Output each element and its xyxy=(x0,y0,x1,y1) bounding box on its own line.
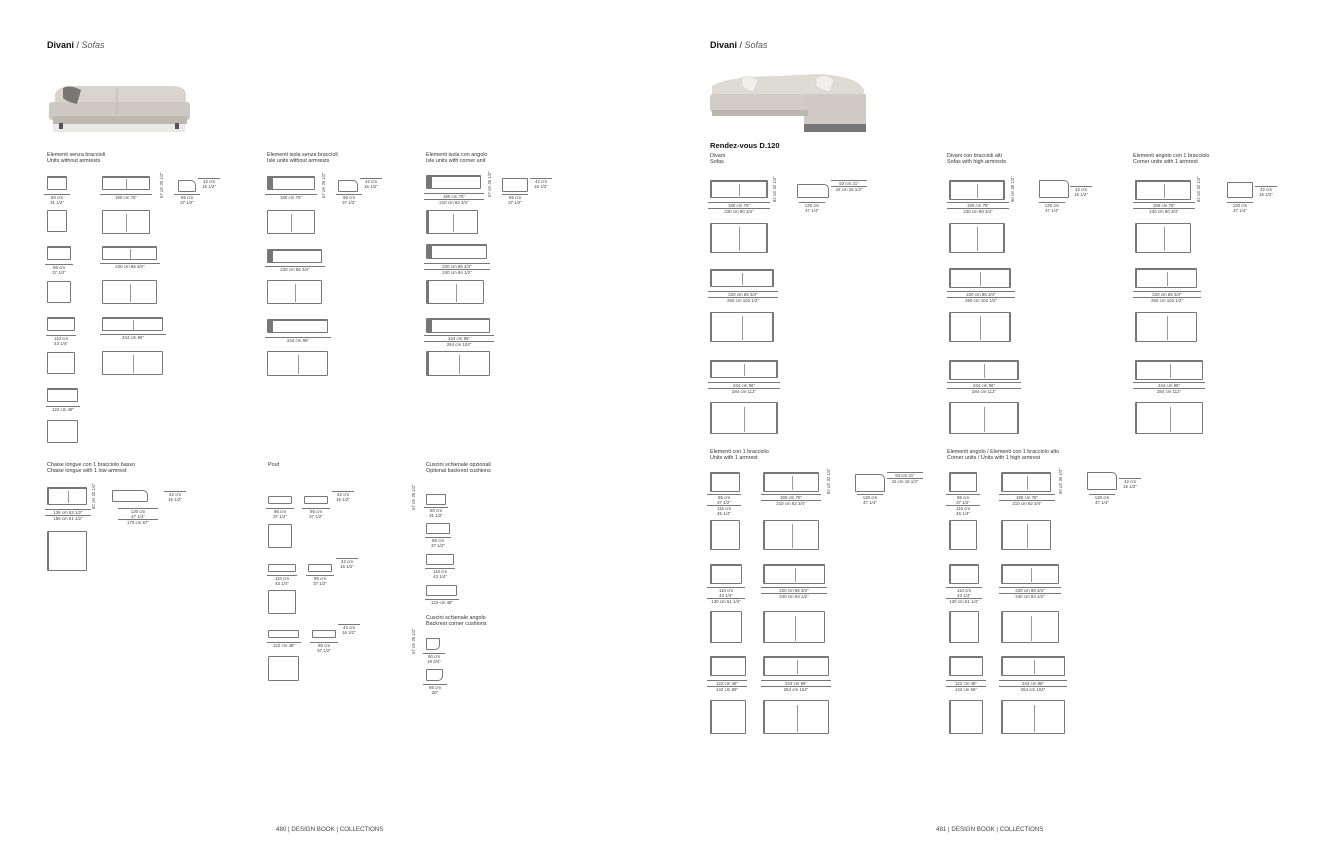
pouf-95-front xyxy=(268,496,292,504)
header-sub: Sofas xyxy=(81,40,105,50)
corner-190-plan xyxy=(426,210,478,234)
onearm-95-front xyxy=(710,472,740,492)
dim-isle-220: 220 cm 86 3/4" xyxy=(265,266,325,272)
dim-height-corner1: 82 cm 32 1/4" xyxy=(1196,176,1201,202)
dim-42: 42 cm 16 1/2" xyxy=(198,178,220,189)
dim-high-190: 190 cm 75" 230 cm 90 3/4" xyxy=(947,202,1009,214)
dim-corner-95: 95 cm 37 1/2" xyxy=(502,194,528,205)
corner1-220-plan xyxy=(1135,312,1197,342)
corner1-244-plan xyxy=(1135,402,1203,434)
corner1-220-front xyxy=(1135,268,1197,288)
chaise-front xyxy=(47,487,87,505)
cornerhigh-220-front xyxy=(1001,564,1059,584)
dim-height-sofa: 82 cm 32 1/4" xyxy=(772,176,777,202)
pouf-122-front xyxy=(268,630,299,638)
dim-isle-95: 95 cm 37 1/2" xyxy=(336,194,362,205)
dim-onearm-120: 120 cm 47 1/4" xyxy=(857,494,883,505)
cornerhigh-110-plan xyxy=(949,611,979,643)
unit-244-plan xyxy=(102,351,163,375)
dim-cushion-80: 80 cm 31 1/2" xyxy=(424,507,448,518)
dim-onearm-95: 95 cm 37 1/2" 115 cm 45 1/4" xyxy=(707,494,741,516)
pouf-122-plan xyxy=(268,656,299,681)
high-220-front xyxy=(949,268,1011,288)
dim-onearm-190: 190 cm 75" 210 cm 82 3/4" xyxy=(761,494,821,506)
onearm-122-plan xyxy=(710,700,746,734)
dim-corner-244: 244 cm 96" 264 cm 104" xyxy=(424,335,494,347)
unit-110-plan xyxy=(47,352,75,374)
cornerhigh-122-plan xyxy=(949,700,983,734)
dim-height-67: 67 cm 26 1/2" xyxy=(159,172,164,198)
dim-high-120: 120 cm 47 1/4" xyxy=(1039,202,1065,213)
sofa-220-front xyxy=(710,269,774,287)
dim-pouf-95b: 95 cm 37 1/2" xyxy=(306,575,334,586)
dim-height-cornerhigh: 90 cm 35 1/2" xyxy=(1058,468,1063,494)
model-name: Rendez-vous D.120 xyxy=(710,141,780,150)
dim-high-244: 244 cm 96" 284 cm 112" xyxy=(947,382,1021,394)
unit-122-plan xyxy=(47,420,78,443)
sofa-190-front xyxy=(710,180,768,198)
left-page xyxy=(0,0,661,865)
dim-pouf-122: 122 cm 48" xyxy=(267,642,301,648)
section-title-isle: Elementi isola senza braccioli Isle units without armrests xyxy=(267,152,338,165)
dim-cornerhigh-220: 220 cm 86 3/4" 240 cm 94 1/2" xyxy=(999,587,1061,599)
sofa-190-plan xyxy=(710,223,768,253)
dim-cushion-110: 110 cm 43 1/4" xyxy=(425,568,455,579)
dim-chaise-width: 136 cm 53 1/2" 156 cm 61 1/2" xyxy=(45,509,91,521)
dim-corner1-120: 120 cm 47 1/4" xyxy=(1227,202,1253,213)
corner-190-front xyxy=(426,175,481,189)
dim-pouf-42: 42 cm 16 1/2" xyxy=(332,491,354,502)
dim-corner-cushion-66: 66 cm 26" xyxy=(423,684,447,695)
dim-corner1-190: 190 cm 75" 230 cm 90 3/4" xyxy=(1133,202,1195,214)
dim-sofa-120: 120 cm 47 1/4" xyxy=(799,202,825,213)
page-header: Divani / Sofas xyxy=(47,40,105,50)
corner1-190-plan xyxy=(1135,223,1191,253)
isle-220-front xyxy=(267,249,322,263)
dim-corner-42: 42 cm 16 1/2" xyxy=(530,178,552,189)
unit-190-plan xyxy=(102,210,150,234)
isle-side-view xyxy=(338,180,358,192)
dim-high-42: 42 cm 16 1/2" xyxy=(1070,186,1092,197)
dim-80: 80 cm 31 1/2" xyxy=(44,194,70,205)
cornerhigh-side-view xyxy=(1087,472,1117,490)
dim-height-67-isle: 67 cm 26 1/2" xyxy=(321,172,326,198)
section-title-corner-cushions: Cuscini schienale angolo Backrest corner cushions xyxy=(426,615,487,628)
onearm-220-front xyxy=(763,564,825,584)
dim-cornerhigh-244: 244 cm 96" 264 cm 104" xyxy=(999,680,1067,692)
pouf-95-side xyxy=(304,496,328,504)
onearm-110-plan xyxy=(710,611,742,643)
section-title-high-arms: Divani con braccioli alti Sofas with high armrests xyxy=(947,153,1007,166)
dim-95: 95 cm 37 1/2" xyxy=(45,264,73,275)
dim-height-onearm: 82 cm 32 1/4" xyxy=(826,468,831,494)
chaise-side-view xyxy=(112,490,148,502)
high-244-plan xyxy=(949,402,1019,434)
unit-110-front xyxy=(47,317,75,331)
high-190-front xyxy=(949,180,1005,200)
dim-chaise-42: 42 cm 16 1/2" xyxy=(164,491,186,502)
cornerhigh-190-front xyxy=(1001,472,1051,492)
isle-220-plan xyxy=(267,280,322,304)
section-title-isle-corner: Elementi isola con angolo Isle units with corner unit xyxy=(426,152,488,165)
dim-cushion-height: 67 cm 26 1/2" xyxy=(411,484,416,510)
section-title-corner-high: Elementi angolo / Elementi con 1 bracciolo alto Corner units / Units with 1 high armrest xyxy=(947,449,1060,462)
corner1-244-front xyxy=(1135,360,1203,380)
page-footer: 481 | DESIGN BOOK | COLLECTIONS xyxy=(936,826,1044,833)
dim-pouf-95c: 95 cm 37 1/2" xyxy=(310,642,338,653)
corner1-190-front xyxy=(1135,180,1191,200)
dim-corner-220: 220 cm 86 3/4" 240 cm 94 1/2" xyxy=(424,263,490,275)
dim-corner1-220: 220 cm 86 3/4" 260 cm 102 1/2" xyxy=(1133,291,1201,303)
dim-onearm-110: 110 cm 43 1/4" 130 cm 51 1/4" xyxy=(707,587,745,604)
cushion-80 xyxy=(426,494,446,505)
dim-pouf-95: 95 cm 37 1/2" xyxy=(266,508,294,519)
pouf-110-front xyxy=(268,564,296,572)
right-page xyxy=(661,0,1323,865)
sofa-220-plan xyxy=(710,312,774,342)
page-header: Divani / Sofas xyxy=(710,40,768,50)
high-220-plan xyxy=(949,312,1011,342)
corner1-side-view xyxy=(1227,182,1253,198)
onearm-244-front xyxy=(763,656,829,676)
dim-onearm-53: 53 cm 21" 42 cm 16 1/2" xyxy=(887,472,923,484)
onearm-244-plan xyxy=(763,700,829,734)
section-title-one-arm: Elementi con 1 bracciolo Units with 1 armrest xyxy=(710,449,769,462)
dim-cornerhigh-42: 42 cm 16 1/2" xyxy=(1119,478,1141,489)
unit-80-front xyxy=(47,176,67,190)
chaise-plan xyxy=(47,531,87,571)
unit-122-front xyxy=(47,388,78,402)
isle-244-front xyxy=(267,319,328,333)
onearm-190-front xyxy=(763,472,819,492)
section-title-no-arms: Elementi senza braccioli Units without armrests xyxy=(47,152,106,165)
dim-190: 190 cm 75" xyxy=(100,194,152,200)
unit-220-front xyxy=(102,246,157,260)
section-title-cushions: Cuscini schienale opzionali Optional backrest cushions xyxy=(426,462,491,475)
corner-220-plan xyxy=(426,280,484,304)
dim-sofa-244: 244 cm 96" 284 cm 112" xyxy=(708,382,780,394)
dim-244: 244 cm 96" xyxy=(100,334,166,340)
unit-side-view xyxy=(178,180,196,192)
onearm-190-plan xyxy=(763,520,819,550)
dim-corner-cushion-height: 67 cm 26 1/2" xyxy=(411,628,416,654)
high-190-plan xyxy=(949,223,1005,253)
dim-isle-190: 190 cm 75" xyxy=(265,194,317,200)
cornerhigh-110-front xyxy=(949,564,979,584)
dim-onearm-122: 122 cm 48" 142 cm 56" xyxy=(707,680,747,692)
pouf-110-side xyxy=(308,564,332,572)
dim-cornerhigh-95: 95 cm 37 1/2" 115 cm 45 1/4" xyxy=(946,494,980,516)
cushion-122 xyxy=(426,585,457,596)
dim-95-depth: 95 cm 37 1/2" xyxy=(174,194,200,205)
onearm-110-front xyxy=(710,564,742,584)
unit-190-front xyxy=(102,176,150,190)
cornerhigh-122-front xyxy=(949,656,983,676)
sofa-244-front xyxy=(710,360,778,378)
isle-190-plan xyxy=(267,210,315,234)
cornerhigh-95-plan xyxy=(949,520,977,550)
pouf-95-plan xyxy=(268,524,292,548)
cornerhigh-244-plan xyxy=(1001,700,1065,734)
pouf-110-plan xyxy=(268,590,296,614)
dim-pouf-42c: 42 cm 16 1/2" xyxy=(338,624,360,635)
dim-cornerhigh-122: 122 cm 48" 142 cm 56" xyxy=(946,680,986,692)
isle-190-front xyxy=(267,176,315,190)
section-title-pouf: Pouf xyxy=(268,462,280,468)
onearm-side-view xyxy=(855,474,885,492)
dim-height-chaise: 82 cm 32 1/4" xyxy=(91,483,96,509)
pouf-122-side xyxy=(312,630,336,638)
cornerhigh-190-plan xyxy=(1001,520,1051,550)
corner-sofa-photo xyxy=(708,68,870,138)
section-title-chaise: Chaise longue con 1 bracciolo basso Chaise longue with 1 low armrest xyxy=(47,462,136,475)
onearm-220-plan xyxy=(763,611,825,643)
dim-corner1-244: 244 cm 96" 284 cm 112" xyxy=(1133,382,1205,394)
high-244-front xyxy=(949,360,1019,380)
dim-pouf-110: 110 cm 43 1/4" xyxy=(267,575,297,586)
dim-cornerhigh-110: 110 cm 43 1/4" 130 cm 51 1/4" xyxy=(946,587,982,604)
dim-corner1-42: 42 cm 16 1/2" xyxy=(1255,186,1277,197)
section-title-corner-one-arm: Elementi angolo con 1 bracciolo Corner units with 1 armrest xyxy=(1133,153,1210,166)
dim-corner-190: 190 cm 75" 210 cm 82 3/4" xyxy=(424,193,484,205)
dim-onearm-220: 220 cm 86 3/4" 240 cm 94 1/2" xyxy=(761,587,827,599)
sofa-244-plan xyxy=(710,402,778,434)
unit-95-plan xyxy=(47,281,71,303)
cornerhigh-244-front xyxy=(1001,656,1065,676)
dim-122: 122 cm 48" xyxy=(46,406,80,412)
unit-95-front xyxy=(47,246,71,260)
dim-sofa-220: 220 cm 86 3/4" 260 cm 102 1/2" xyxy=(708,291,778,303)
page-footer: 480 | DESIGN BOOK | COLLECTIONS xyxy=(276,826,384,833)
section-title-sofas: Divani Sofas xyxy=(710,153,725,166)
dim-pouf-42b: 42 cm 16 1/2" xyxy=(336,558,358,569)
cushion-110 xyxy=(426,554,454,565)
isle-244-plan xyxy=(267,351,328,376)
dim-isle-244: 244 cm 96" xyxy=(265,337,331,343)
onearm-122-front xyxy=(710,656,746,676)
cushion-95 xyxy=(426,523,450,534)
corner-220-front xyxy=(426,244,487,259)
sofa-photo xyxy=(47,74,192,138)
cornerhigh-95-front xyxy=(949,472,977,492)
dim-220: 220 cm 86 3/4" xyxy=(100,263,160,269)
dim-isle-42: 42 cm 16 1/2" xyxy=(360,178,382,189)
dim-sofa-53: 53 cm 21" 42 cm 16 1/2" xyxy=(831,180,867,192)
corner-244-plan xyxy=(426,351,490,376)
corner-cushion-50 xyxy=(426,638,440,650)
corner-244-front xyxy=(426,318,490,333)
cornerhigh-220-plan xyxy=(1001,611,1059,643)
onearm-95-plan xyxy=(710,520,740,550)
corner-cushion-66 xyxy=(426,669,443,681)
dim-pouf-95-side: 95 cm 37 1/2" xyxy=(302,508,330,519)
dim-height-67-corner: 67 cm 26 1/2" xyxy=(487,171,492,197)
dim-110: 110 cm 43 1/4" xyxy=(46,335,76,346)
dim-high-220: 220 cm 86 3/4" 260 cm 102 1/2" xyxy=(947,291,1015,303)
dim-cornerhigh-120: 120 cm 47 1/4" xyxy=(1089,494,1115,505)
dim-cushion-95: 95 cm 37 1/2" xyxy=(425,537,451,548)
header-sub: Sofas xyxy=(744,40,768,50)
unit-220-plan xyxy=(102,280,157,304)
high-side-view xyxy=(1039,180,1069,198)
header-main: Divani xyxy=(710,40,738,50)
dim-onearm-244: 244 cm 96" 264 cm 104" xyxy=(761,680,831,692)
unit-80-plan xyxy=(47,210,67,232)
dim-cornerhigh-190: 190 cm 75" 210 cm 82 3/4" xyxy=(999,494,1055,506)
header-main: Divani xyxy=(47,40,75,50)
sofa-side-view xyxy=(797,184,829,198)
dim-chaise-depth: 120 cm 47 1/4" 170 cm 67" xyxy=(118,508,158,525)
unit-244-front xyxy=(102,317,163,331)
dim-sofa-190: 190 cm 75" 230 cm 90 3/4" xyxy=(708,202,770,214)
dim-height-high: 90 cm 35 1/2" xyxy=(1010,176,1015,202)
dim-corner-cushion-50: 50 cm 19 3/4" xyxy=(423,653,445,664)
corner-side-view xyxy=(502,178,528,192)
dim-cushion-122: 122 cm 48" xyxy=(425,599,459,605)
